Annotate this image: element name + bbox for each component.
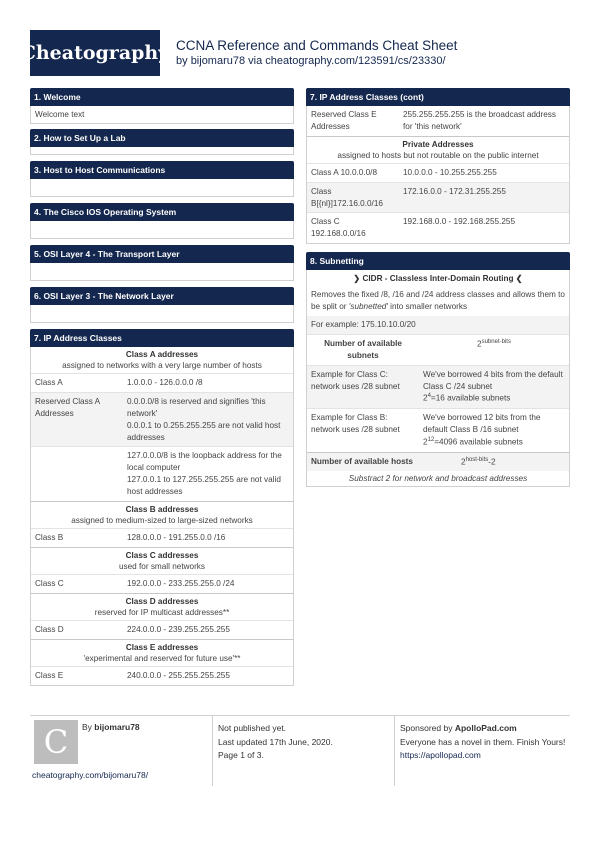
row-key: Reserved Class E Addresses bbox=[311, 110, 377, 131]
row-key: Class E bbox=[35, 670, 64, 680]
row-value: 128.0.0.0 - 191.255.0.0 /16 bbox=[127, 533, 226, 543]
formula-base: 2 bbox=[477, 339, 482, 349]
formula-rest: -2 bbox=[488, 457, 496, 467]
byline bbox=[176, 55, 446, 67]
footer-divider bbox=[394, 716, 395, 786]
footer-meta bbox=[218, 722, 333, 763]
table-row bbox=[307, 163, 569, 182]
profile-link[interactable]: cheatography.com/bijomaru78/ bbox=[32, 770, 149, 780]
section-title: 8. Subnetting bbox=[306, 252, 570, 270]
row-key: Number of available subnets bbox=[324, 338, 402, 360]
avatar[interactable]: C bbox=[34, 720, 78, 764]
section-osi3 bbox=[30, 287, 294, 323]
desc-emphasis: 'subnetted' bbox=[348, 302, 388, 312]
section-title: 6. OSI Layer 3 - The Network Layer bbox=[30, 287, 294, 305]
row-value-line bbox=[423, 436, 565, 449]
row-value bbox=[123, 393, 293, 447]
class-d-heading: Class D addresses bbox=[31, 593, 293, 607]
private-heading: Private Addresses bbox=[307, 136, 569, 150]
welcome-text: Welcome text bbox=[35, 110, 85, 119]
formula-base: 2 bbox=[423, 394, 428, 404]
subnet-example: For example: 175.10.10.0/20 bbox=[307, 316, 569, 334]
section-title: 3. Host to Host Communications bbox=[30, 161, 294, 179]
row-key: Class D bbox=[35, 624, 64, 634]
section-ios bbox=[30, 203, 294, 239]
page-title: CCNA Reference and Commands Cheat Sheet bbox=[176, 38, 458, 53]
class-a-heading: Class A addresses bbox=[125, 350, 199, 359]
sponsor-link[interactable]: https://apollopad.com bbox=[400, 750, 481, 761]
sheet-url-link[interactable]: cheatography.com/123591/cs/23330/ bbox=[265, 55, 446, 67]
row-value-line: 127.0.0.1 to 127.255.255.255 are not valid host addresses bbox=[127, 475, 281, 497]
row-key: Class B bbox=[35, 533, 64, 543]
row-key: Example for Class C: network uses /28 subnet bbox=[311, 369, 400, 391]
section-title: 1. Welcome bbox=[30, 88, 294, 106]
table-row bbox=[307, 334, 569, 365]
row-value: 192.168.0.0 - 192.168.255.255 bbox=[403, 217, 515, 227]
section-title: 2. How to Set Up a Lab bbox=[30, 129, 294, 147]
class-e-heading: Class E addresses bbox=[31, 639, 293, 653]
class-a-note: assigned to networks with a very large number of hosts bbox=[62, 361, 262, 370]
row-value bbox=[123, 447, 293, 501]
formula-exp: 12 bbox=[427, 436, 435, 443]
row-value: 10.0.0.0 - 10.255.255.255 bbox=[403, 167, 497, 177]
table-row bbox=[31, 392, 293, 447]
row-value: 192.0.0.0 - 233.255.255.0 /24 bbox=[127, 578, 235, 588]
class-d-note: reserved for IP multicast addresses** bbox=[94, 607, 230, 617]
row-key bbox=[31, 447, 123, 501]
table-row bbox=[307, 365, 569, 408]
section-title: 5. OSI Layer 4 - The Transport Layer bbox=[30, 245, 294, 263]
row-value: 224.0.0.0 - 239.255.255.255 bbox=[127, 624, 230, 634]
row-key: Class C bbox=[35, 578, 64, 588]
table-row bbox=[31, 666, 293, 685]
formula-base: 2 bbox=[423, 437, 428, 447]
row-value bbox=[419, 335, 569, 365]
subnet-note: Substract 2 for network and broadcast addresses bbox=[348, 474, 528, 484]
row-value-line bbox=[423, 392, 565, 405]
section-title: 7. IP Address Classes (cont) bbox=[306, 88, 570, 106]
section-title: 4. The Cisco IOS Operating System bbox=[30, 203, 294, 221]
published-status: Not published yet. bbox=[218, 723, 287, 733]
row-key: Number of available hosts bbox=[311, 456, 413, 466]
page-footer bbox=[30, 715, 570, 795]
row-value: 172.16.0.0 - 172.31.255.255 bbox=[403, 186, 506, 196]
sponsor-prefix: Sponsored by bbox=[400, 723, 453, 733]
right-column bbox=[306, 88, 570, 492]
table-row bbox=[31, 446, 293, 501]
row-key: Reserved Class A Addresses bbox=[35, 396, 100, 418]
formula-base: 2 bbox=[461, 457, 466, 467]
sponsor-name[interactable]: ApolloPad.com bbox=[454, 723, 517, 733]
section-lab bbox=[30, 129, 294, 155]
row-value bbox=[419, 366, 569, 408]
cidr-heading bbox=[307, 270, 569, 286]
byline-by: by bbox=[176, 55, 188, 67]
class-b-heading: Class B addresses bbox=[31, 501, 293, 515]
row-value: 240.0.0.0 - 255.255.255.255 bbox=[127, 670, 230, 680]
row-key: Class A 10.0.0.0/8 bbox=[311, 167, 377, 177]
formula-exp: host-bits bbox=[465, 456, 489, 463]
class-c-heading: Class C addresses bbox=[31, 547, 293, 561]
last-updated: Last updated 17th June, 2020. bbox=[218, 736, 333, 747]
page-number: Page 1 of 3. bbox=[218, 750, 264, 761]
table-row bbox=[31, 574, 293, 593]
row-value: 255.255.255.255 is the broadcast address for 'this network' bbox=[403, 110, 556, 131]
left-column bbox=[30, 88, 294, 691]
table-row bbox=[307, 212, 569, 243]
chevron-left-icon: ❮ bbox=[515, 274, 523, 284]
byline-via: via bbox=[248, 55, 263, 67]
row-key: Class B[{nl}]172.16.0.0/16 bbox=[311, 186, 383, 208]
class-c-note: used for small networks bbox=[118, 561, 205, 571]
section-host bbox=[30, 161, 294, 197]
table-row bbox=[307, 452, 569, 472]
formula-exp: 4 bbox=[427, 393, 431, 400]
footer-author-name[interactable]: bijomaru78 bbox=[94, 722, 140, 732]
table-row bbox=[307, 408, 569, 451]
row-key: Example for Class B: network uses /28 subnet bbox=[311, 413, 400, 434]
row-key: Class A bbox=[35, 378, 63, 387]
desc-text: Removes the fixed /8, /16 and /24 address classes and allows them to be split or bbox=[311, 290, 565, 312]
section-osi4 bbox=[30, 245, 294, 281]
table-row bbox=[31, 373, 293, 392]
row-key: Class C 192.168.0.0/16 bbox=[311, 217, 366, 239]
class-b-note: assigned to medium-sized to large-sized networks bbox=[71, 516, 253, 526]
sponsor-tagline: Everyone has a novel in them. Finish Yours! bbox=[400, 736, 566, 747]
row-value bbox=[457, 453, 569, 472]
formula-exp: subnet-bits bbox=[481, 338, 511, 345]
row-value-line: 0.0.0.1 to 0.255.255.255 are not valid host addresses bbox=[127, 420, 281, 442]
table-row bbox=[31, 620, 293, 639]
author-link[interactable]: bijomaru78 bbox=[190, 55, 246, 67]
row-value: 1.0.0.0 - 126.0.0.0 /8 bbox=[127, 378, 203, 387]
section-title: 7. IP Address Classes bbox=[30, 329, 294, 347]
subnet-description bbox=[307, 286, 569, 316]
formula-rest: =4096 available subnets bbox=[434, 437, 523, 447]
chevron-right-icon: ❯ bbox=[353, 274, 361, 284]
formula-rest: =16 available subnets bbox=[430, 394, 511, 404]
row-value-line: 127.0.0.0/8 is the loopback address for the local computer bbox=[127, 451, 282, 473]
row-value-line: 0.0.0.0/8 is reserved and signifies 'this network' bbox=[127, 396, 266, 418]
class-e-note: 'experimental and reserved for future use'** bbox=[83, 653, 241, 663]
footer-author bbox=[82, 722, 140, 732]
footer-divider bbox=[212, 716, 213, 786]
section-ip-classes bbox=[30, 329, 294, 686]
table-row bbox=[307, 182, 569, 213]
private-note: assigned to hosts but not routable on the public internet bbox=[337, 150, 539, 160]
row-value-line: We've borrowed 4 bits from the default Class C /24 subnet bbox=[423, 369, 563, 391]
table-row bbox=[307, 106, 569, 136]
section-subnetting bbox=[306, 252, 570, 487]
desc-text: into smaller networks bbox=[387, 302, 468, 312]
footer-by: By bbox=[82, 722, 92, 732]
table-row bbox=[31, 528, 293, 547]
row-value bbox=[419, 409, 569, 451]
footer-sponsor bbox=[400, 722, 570, 763]
row-value-line: We've borrowed 12 bits from the default Class B /16 subnet bbox=[423, 413, 541, 434]
cheatography-logo[interactable]: Cheatography bbox=[30, 30, 160, 76]
section-welcome bbox=[30, 88, 294, 124]
cidr-text: CIDR - Classless Inter-Domain Routing bbox=[362, 274, 514, 284]
section-ip-classes-cont bbox=[306, 88, 570, 244]
